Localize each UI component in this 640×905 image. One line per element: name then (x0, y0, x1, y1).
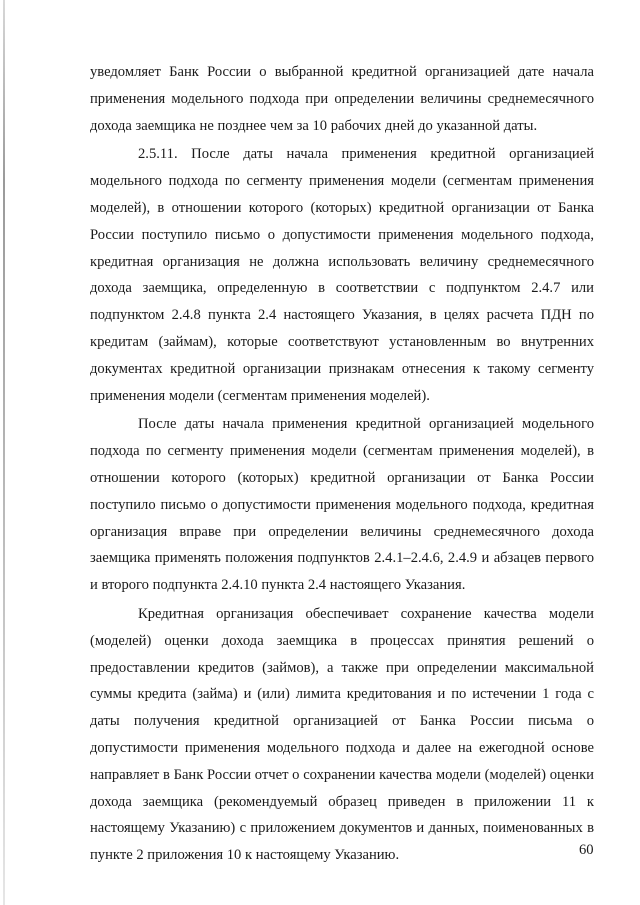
document-body (90, 59, 594, 869)
page-number: 60 (579, 842, 594, 858)
paragraph-model-quality: Кредитная организация обеспечивает сохранение качества модели (моделей) оценки дохода заемщика в процессах принятия решений о предоставлении кредитов (займов), а также при определении максимальной суммы кредита (займа) и (или) лимита кредитования и по истечении 1 года с даты получения кредитной организацией от Банка России письма о допустимости применения модельного подхода и далее на ежегодной основе направляет в Банк России отчет о сохранении качества модели (моделей) оценки дохода заемщика (рекомендуемый образец приведен в приложении 11 к настоящему Указанию) с приложением документов и данных, поименованных в пункте 2 приложения 10 к настоящему Указанию. (90, 605, 594, 864)
paragraph-after-start-date: После даты начала применения кредитной организацией модельного подхода по сегменту применения модели (сегментам применения моделей), в отношении которого (которых) кредитной организации от Банка России поступило письмо о допустимости применения модельного подхода, кредитная организация вправе при определении величины среднемесячного дохода заемщика применять положения подпунктов 2.4.1–2.4.6, 2.4.9 и абзацев первого и второго подпункта 2.4.10 пункта 2.4 настоящего Указания. (90, 416, 594, 594)
scan-edge-line (3, 0, 5, 905)
paragraph-continuation: уведомляет Банк России о выбранной кредитной организацией дате начала применения модельного подхода при определении величины среднемесячного дохода заемщика не позднее чем за 10 рабочих дней до указанной даты. (90, 64, 594, 134)
paragraph-2-5-11: 2.5.11. После даты начала применения кредитной организацией модельного подхода по сегменту применения модели (сегментам применения моделей), в отношении которого (которых) кредитной организации от Банка России поступило письмо о допустимости применения модельного подхода, кредитная организация не должна использовать величину среднемесячного дохода заемщика, определенную в соответствии с подпунктом 2.4.7 или подпунктом 2.4.8 пункта 2.4 настоящего Указания, в целях расчета ПДН по кредитам (займам), которые соответствуют установленным во внутренних документах кредитной организации признакам отнесения к такому сегменту применения модели (сегментам применения моделей). (90, 146, 594, 404)
